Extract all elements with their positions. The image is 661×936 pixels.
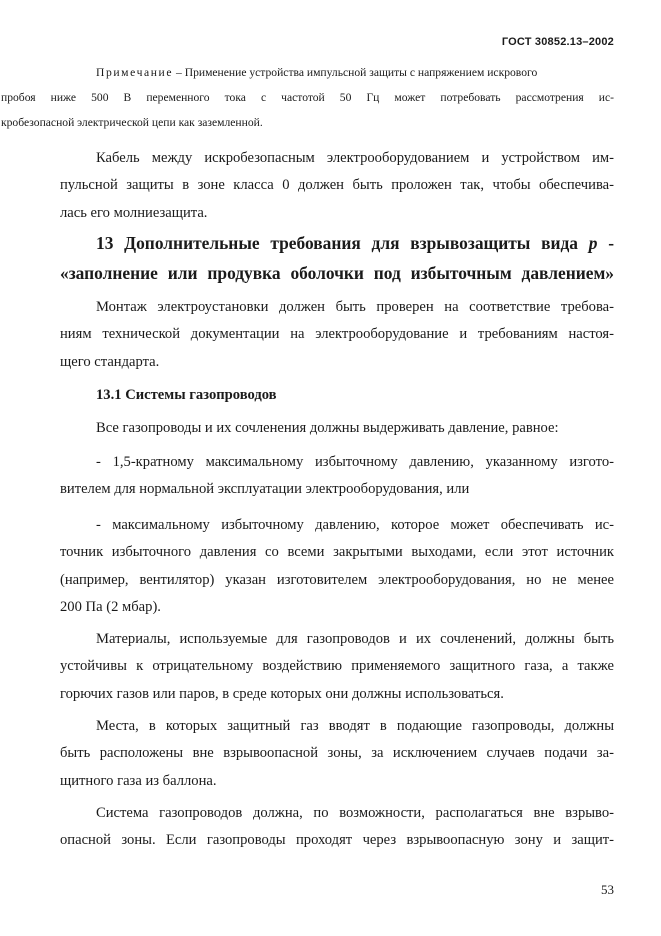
section-13-heading (96, 228, 614, 258)
paragraph-1-cont (60, 172, 614, 227)
paragraph-1 (96, 145, 614, 173)
paragraph-line: лась его молниезащита. (60, 204, 208, 221)
paragraph-6-cont (60, 653, 614, 708)
paragraph-line: ниям технической документации на электрооборудование и требованиям настоя- (60, 326, 614, 342)
note-line-2: пробоя ниже 500 В переменного тока с частотой 50 Гц может потребовать рассмотрения ис- (1, 91, 614, 104)
paragraph-line: опасной зоны. Если газопроводы проходят через взрывоопасную зону и защит- (60, 832, 614, 848)
paragraph-8 (96, 800, 614, 828)
paragraph-6 (96, 626, 614, 654)
paragraph-2 (96, 294, 614, 322)
paragraph-line: устойчивы к отрицательному воздействию применяемого защитного газа, а также (60, 658, 614, 674)
paragraph-line: быть расположены вне взрывоопасной зоны, за исключением случаев подачи за- (60, 745, 614, 761)
paragraph-line: вителем для нормальной эксплуатации электрооборудования, или (60, 481, 470, 497)
paragraph-4 (96, 449, 614, 477)
paragraph-line: Все газопроводы и их сочленения должны выдерживать давление, равное: (96, 420, 559, 436)
subsection-13-1-title: 13.1 Системы газопроводов (96, 387, 277, 403)
paragraph-line: - максимальному избыточному давлению, которое может обеспечивать ис- (96, 517, 614, 533)
paragraph-line: (например, вентилятор) указан изготовителем электрооборудования, но не менее (60, 571, 614, 588)
note-line-3: кробезопасной электрической цепи как заземленной. (1, 116, 263, 129)
paragraph-line: 200 Па (2 мбар). (60, 599, 161, 615)
paragraph-line: Места, в которых защитный газ вводят в подающие газопроводы, должны (96, 718, 614, 734)
paragraph-7-cont (60, 740, 614, 795)
note-line-1: Примечание – Применение устройства импульсной защиты с напряжением искрового (96, 66, 538, 79)
heading-line-1: 13 Дополнительные требования для взрывозащиты вида р - (96, 233, 614, 253)
page-number: 53 (601, 882, 614, 897)
paragraph-line: - 1,5-кратному максимальному избыточному давлению, указанному изгото- (96, 454, 614, 470)
paragraph-line: Материалы, используемые для газопроводов и их сочленений, должны быть (96, 631, 614, 647)
paragraph-line: Монтаж электроустановки должен быть проверен на соответствие требова- (96, 299, 614, 315)
paragraph-5-cont (60, 539, 614, 622)
paragraph-7 (96, 713, 614, 741)
paragraph-line: точник избыточного давления со всеми закрытыми выходами, если этот источник (60, 544, 614, 560)
paragraph-line: пульсной защиты в зоне класса 0 должен быть проложен так, чтобы обеспечива- (60, 177, 614, 193)
paragraph-line: щитного газа из баллона. (60, 772, 217, 789)
paragraph-line: Система газопроводов должна, по возможности, располагаться вне взрыво- (96, 805, 614, 821)
paragraph-3 (96, 415, 614, 443)
note-label: Примечание (96, 66, 174, 79)
section-13-heading-cont (60, 258, 614, 288)
paragraph-8-cont (60, 827, 614, 855)
document-header: ГОСТ 30852.13–2002 (501, 36, 614, 48)
note-block (1, 60, 614, 135)
paragraph-4-cont (60, 476, 614, 504)
paragraph-line: горючих газов или паров, в среде которых они должны использоваться. (60, 685, 504, 702)
paragraph-2-cont (60, 321, 614, 376)
paragraph-line: щего стандарта. (60, 353, 160, 370)
paragraph-line: Кабель между искробезопасным электрооборудованием и устройством им- (96, 150, 614, 166)
heading-line-2: «заполнение или продувка оболочки под избыточным давлением» (60, 263, 614, 283)
paragraph-5 (96, 512, 614, 540)
